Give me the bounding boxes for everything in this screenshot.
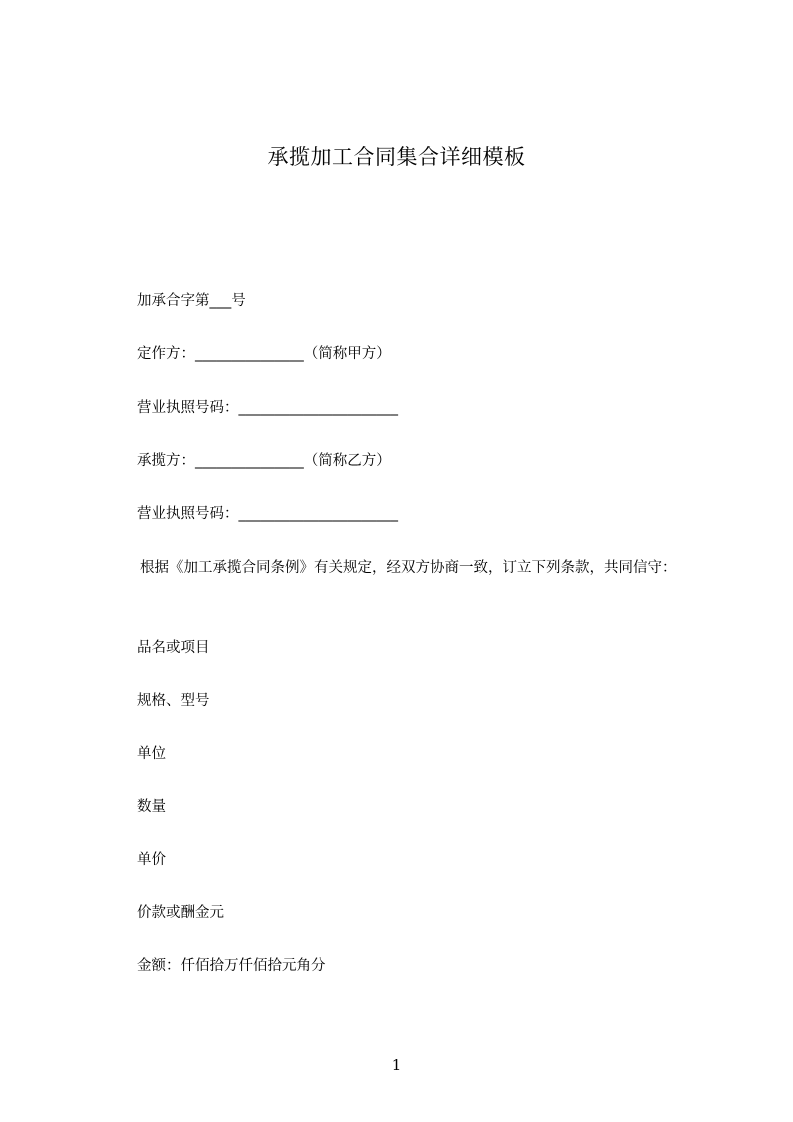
ordering-party-license: 营业执照号码：______________________	[137, 400, 398, 416]
page-number: 1	[391, 1056, 402, 1074]
contractor-party: 承揽方：_______________（简称乙方）	[137, 453, 391, 469]
contract-number: 加承合字第___号	[137, 293, 246, 309]
list-item: 规格、型号	[137, 693, 210, 709]
document-title: 承揽加工合同集合详细模板	[267, 145, 526, 169]
preamble-paragraph: 根据《加工承揽合同条例》有关规定，经双方协商一致，订立下列条款，共同信守：	[140, 560, 677, 576]
list-item: 单位	[137, 746, 166, 762]
list-item: 价款或酬金元	[137, 905, 224, 921]
list-item: 品名或项目	[137, 640, 210, 656]
list-item: 数量	[137, 799, 166, 815]
list-item: 单价	[137, 852, 166, 868]
contractor-party-license: 营业执照号码：______________________	[137, 506, 398, 522]
ordering-party: 定作方：_______________（简称甲方）	[137, 346, 391, 362]
list-item: 金额：仟佰拾万仟佰拾元角分	[137, 958, 326, 974]
